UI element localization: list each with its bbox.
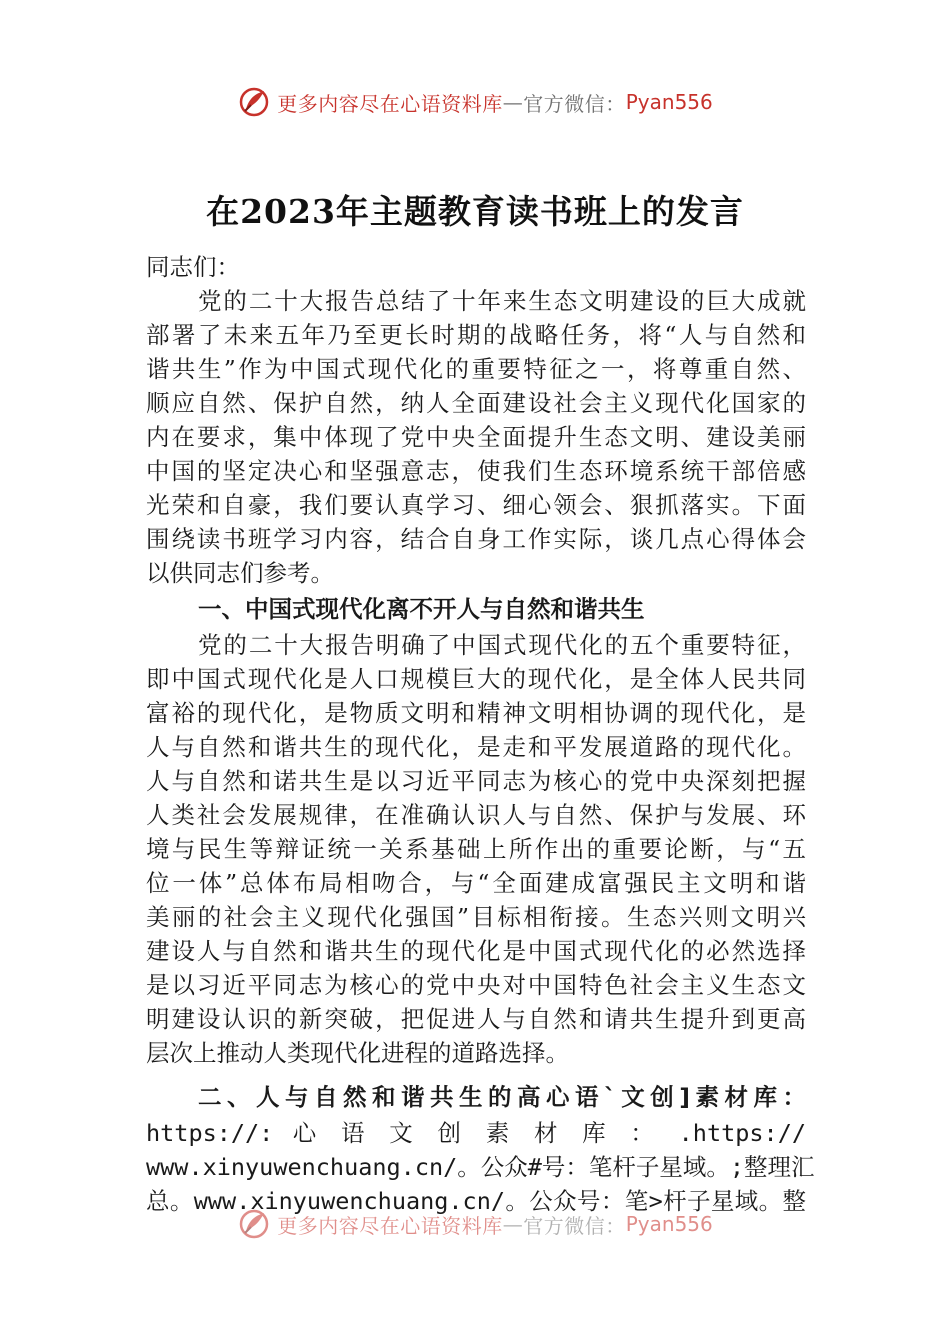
paragraph-line: 顺应自然、保护自然，纳人全面建设社会主义现代化国家的 <box>146 389 806 417</box>
paragraph-line: 党的二十大报告总结了十年来生态文明建设的巨大成就 <box>198 287 806 315</box>
section-heading-1: 一、中国式现代化离不开人与自然和谐共生 <box>198 595 645 623</box>
watermark-wechat-label: 官方微信： <box>523 1213 626 1238</box>
paragraph-line: 围绕读书班学习内容，结合自身工作实际，谈几点心得体会 <box>146 525 806 553</box>
watermark-text: 更多内容尽在心语资料库 <box>277 1213 503 1238</box>
paragraph-line: 人类社会发展规律，在准确认识人与自然、保护与发展、环 <box>146 801 806 829</box>
paragraph-line: 光荣和自豪，我们要认真学习、细心领会、狠抓落实。下面 <box>146 491 806 519</box>
paragraph-line: 建设人与自然和谐共生的现代化是中国式现代化的必然选择 <box>146 937 806 965</box>
paragraph-line: 部署了未来五年乃至更长时期的战略任务，将“人与自然和 <box>146 321 806 349</box>
section-heading-2: 二、人与自然和谐共生的高心语`文创]素材库： <box>198 1083 806 1111</box>
paragraph-line: 谐共生”作为中国式现代化的重要特征之一，将尊重自然、 <box>146 355 806 383</box>
paragraph-line: 以供同志们参考。 <box>146 559 334 587</box>
paragraph-line: 总。www.xinyuwenchuang.cn/。公众号：笔>杆子星域。整 <box>146 1187 806 1215</box>
paragraph-line: www.xinyuwenchuang.cn/。公众#号：笔杆子星域。;整理汇 <box>146 1153 815 1181</box>
paragraph-line: 是以习近平同志为核心的党中央对中国特色社会主义生态文 <box>146 971 806 999</box>
watermark-wechat-id: Pyan556 <box>625 1212 713 1236</box>
salutation: 同志们： <box>146 253 240 281</box>
paragraph-line: 中国的坚定决心和坚强意志，使我们生态环境系统干部倍感 <box>146 457 806 485</box>
paragraph-line: 层次上推动人类现代化进程的道路选择。 <box>146 1039 569 1067</box>
watermark-separator: — <box>502 1212 524 1236</box>
paragraph-line: 富裕的现代化，是物质文明和精神文明相协调的现代化，是 <box>146 699 806 727</box>
paragraph-line: https://: 心 语 文 创 素 材 库 ： .https:// <box>146 1119 806 1147</box>
paragraph-line: 人与自然和谐共生的现代化，是走和平发展道路的现代化。 <box>146 733 806 761</box>
paragraph-line: 党的二十大报告明确了中国式现代化的五个重要特征， <box>198 631 806 659</box>
paragraph-line: 境与民生等辩证统一关系基础上所作出的重要论断，与“五 <box>146 835 806 863</box>
watermark-footer <box>0 1204 950 1244</box>
watermark-header <box>0 82 950 122</box>
paragraph-line: 内在要求，集中体现了党中央全面提升生态文明、建设美丽 <box>146 423 806 451</box>
watermark-wechat-id: Pyan556 <box>625 90 713 114</box>
watermark-wechat-label: 官方微信： <box>523 91 626 116</box>
watermark-text: 更多内容尽在心语资料库 <box>277 91 503 116</box>
document-title: 在2023年主题教育读书班上的发言 <box>206 192 744 231</box>
paragraph-line: 人与自然和诺共生是以习近平同志为核心的党中央深刻把握 <box>146 767 806 795</box>
paragraph-line: 明建设认识的新突破，把促进人与自然和请共生提升到更高 <box>146 1005 806 1033</box>
paragraph-line: 位一体”总体布局相吻合，与“全面建成富强民主文明和谐 <box>146 869 806 897</box>
paragraph-line: 即中国式现代化是人口规模巨大的现代化，是全体人民共同 <box>146 665 806 693</box>
paragraph-line: 美丽的社会主义现代化强国”目标相衔接。生态兴则文明兴 <box>146 903 806 931</box>
brand-logo-icon <box>237 85 271 119</box>
watermark-separator: — <box>502 90 524 114</box>
brand-logo-icon <box>237 1207 271 1241</box>
